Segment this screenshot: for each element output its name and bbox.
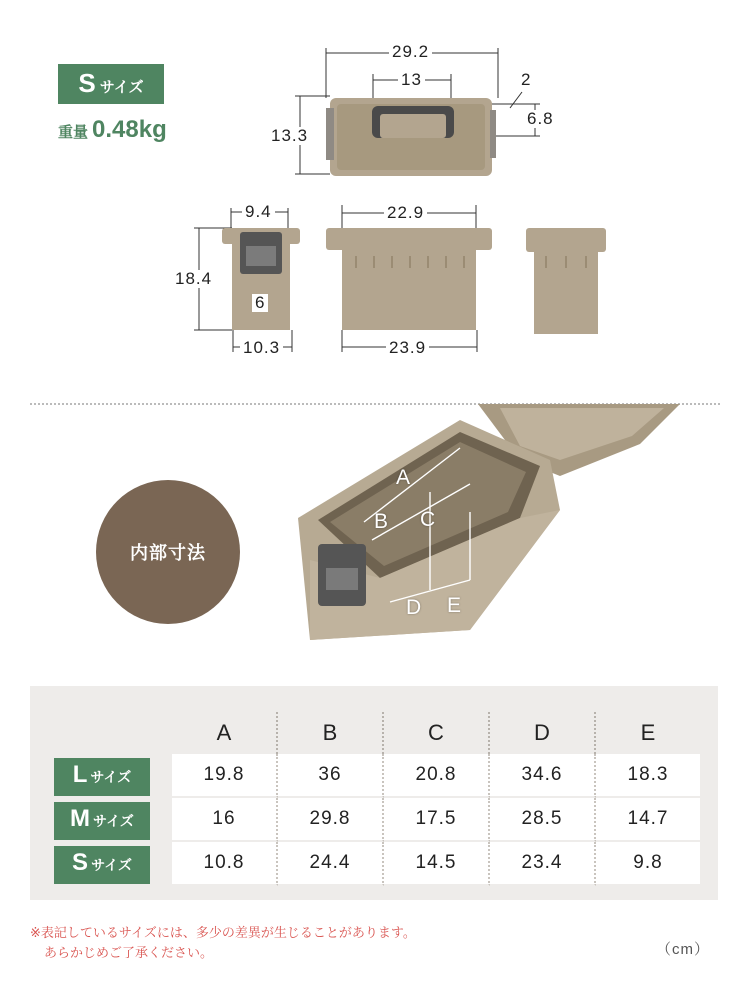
col-header-a: A xyxy=(172,712,278,754)
table-cell: 28.5 xyxy=(490,798,596,842)
disclaimer-note xyxy=(30,924,416,964)
weight-value: 0.48kg xyxy=(92,116,167,143)
table-cell: 23.4 xyxy=(490,842,596,886)
row-label-l xyxy=(54,758,150,796)
col-header-e: E xyxy=(640,720,656,745)
table-cell: 10.8 xyxy=(172,842,278,886)
table-cell: 19.8 xyxy=(172,754,278,798)
interior-box-photo xyxy=(0,400,750,680)
interior-label-b: B xyxy=(374,510,389,533)
interior-label-a: A xyxy=(396,466,411,489)
row-suffix: サイズ xyxy=(90,770,132,786)
dim-side-bottom-width: 10.3 xyxy=(240,339,283,357)
table-cell: 16 xyxy=(172,798,278,842)
dim-handle-height: 6.8 xyxy=(524,110,557,128)
dimensions-table xyxy=(54,712,700,886)
note-line-2: あらかじめご了承ください。 xyxy=(44,946,214,961)
dim-handle-width: 13 xyxy=(398,71,425,89)
interior-dimensions-table xyxy=(30,686,718,900)
note-line-1: ※表記しているサイズには、多少の差異が生じることがあります。 xyxy=(30,926,416,941)
row-suffix: サイズ xyxy=(93,814,134,830)
unit-label: （cm） xyxy=(656,941,710,958)
row-letter: L xyxy=(72,761,88,788)
weight-label: 重量 xyxy=(58,123,89,141)
col-header-c: C xyxy=(384,712,490,754)
box-front-view xyxy=(326,228,492,330)
size-badge-letter: S xyxy=(78,68,96,98)
row-letter: M xyxy=(70,805,91,832)
interior-label-c: C xyxy=(420,508,436,531)
table-cell: 29.8 xyxy=(278,798,384,842)
dim-top-height: 13.3 xyxy=(268,127,311,145)
dim-front-top-width: 22.9 xyxy=(384,204,427,222)
dim-lid-gap: 2 xyxy=(518,71,534,89)
row-letter: S xyxy=(72,849,89,876)
table-cell: 36 xyxy=(278,754,384,798)
table-cell: 9.8 xyxy=(596,842,700,886)
row-label-s xyxy=(54,846,150,884)
table-header-row xyxy=(54,712,700,754)
box-dimension-drawings xyxy=(0,0,750,400)
table-cell: 34.6 xyxy=(490,754,596,798)
table-cell: 14.5 xyxy=(384,842,490,886)
table-cell: 20.8 xyxy=(384,754,490,798)
row-label-m xyxy=(54,802,150,840)
size-badge-suffix: サイズ xyxy=(99,78,144,96)
table-cell: 24.4 xyxy=(278,842,384,886)
table-row-l xyxy=(54,754,700,798)
box-top-view xyxy=(326,98,496,176)
table-cell: 14.7 xyxy=(596,798,700,842)
box-back-view xyxy=(526,228,606,334)
table-row-m xyxy=(54,798,700,842)
table-cell: 17.5 xyxy=(384,798,490,842)
interior-label-d: D xyxy=(406,596,422,619)
interior-label-e: E xyxy=(447,594,462,617)
row-suffix: サイズ xyxy=(91,858,132,874)
col-header-b: B xyxy=(278,712,384,754)
col-header-d: D xyxy=(490,712,596,754)
dim-height: 18.4 xyxy=(172,270,215,288)
box-side-view xyxy=(222,228,300,330)
dim-side-top-width: 9.4 xyxy=(242,203,275,221)
table-cell: 18.3 xyxy=(596,754,700,798)
interior-title: 内部寸法 xyxy=(130,543,206,564)
dim-top-width: 29.2 xyxy=(389,43,432,61)
table-row-s xyxy=(54,842,700,886)
dim-front-bottom-width: 23.9 xyxy=(386,339,429,357)
dim-latch-width: 6 xyxy=(252,294,268,312)
